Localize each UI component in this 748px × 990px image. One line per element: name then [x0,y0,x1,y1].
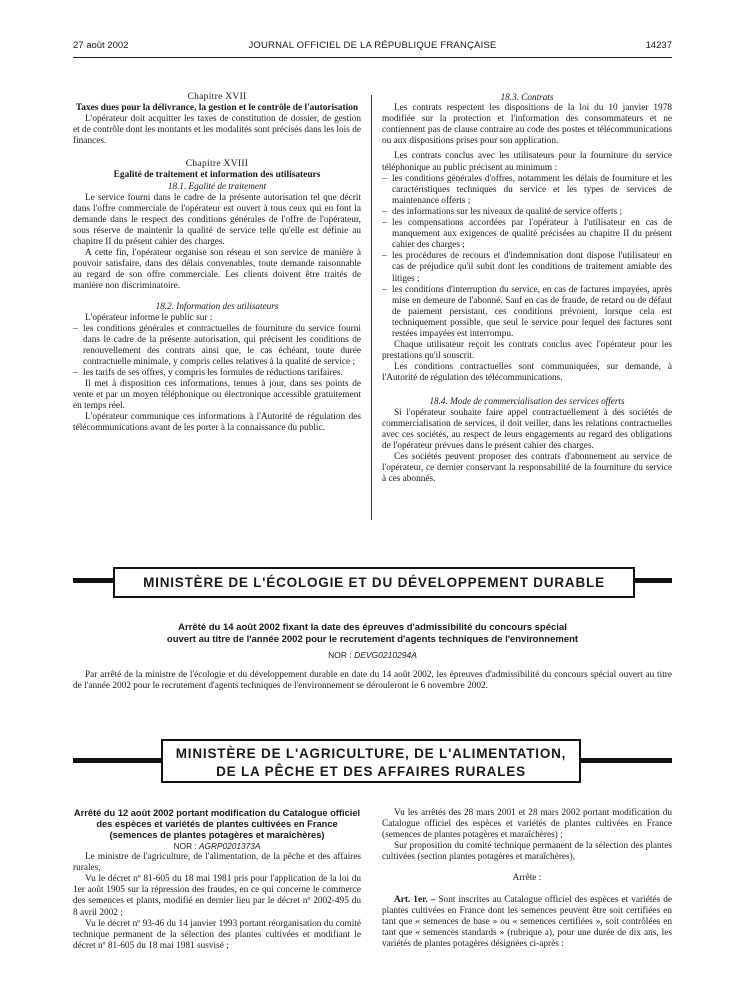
section-18-3-paragraph: Chaque utilisateur reçoit les contrats conclus avec l'opérateur pour les prestations qu'il souscrit. [382,340,672,362]
right-column [382,92,672,485]
left-column [73,92,361,435]
section-18-3-paragraph: Les contrats conclus avec les utilisateurs pour la fourniture du service téléphonique au public précisent au minimum : [382,151,672,173]
journal-title: JOURNAL OFFICIEL DE LA RÉPUBLIQUE FRANÇAISE [248,40,497,51]
list-item: – des informations sur les niveaux de qualité de service offerts ; [382,207,672,218]
chapter-17-title: Taxes dues pour la délivrance, la gestion et le contrôle de l'autorisation [75,103,359,114]
arrete-agriculture-left [73,808,361,952]
chapter-17-heading: Chapitre XVII [187,92,247,102]
section-18-1-heading: 18.1. Egalité de traitement [167,181,267,192]
chapter-17-paragraph: L'opérateur doit acquitter les taxes de constitution de dossier, de gestion et de contrôle dont les montants et les modalités sont précisés dans les lois de finances. [73,114,361,147]
visa-paragraph: Vu les arrêtés des 28 mars 2001 et 28 mars 2002 portant modification du Catalogue officiel des espèces et variétés de plantes cultivées en France (semences de plantes potagères et maraîchères) ; [382,808,672,841]
visa-paragraph: Le ministre de l'agriculture, de l'alimentation, de la pêche et des affaires rurales, [73,852,361,874]
chapter-18-heading: Chapitre XVIII [185,159,249,170]
arrete-agriculture-title: Arrêté du 12 août 2002 portant modification du Catalogue officiel des espèces et variétés de plantes cultivées en France (semences de plantes potagères et maraîchères) [73,808,361,840]
section-18-2-paragraph: L'opérateur informe le public sur : [85,312,213,323]
ministry-agriculture-heading: MINISTÈRE DE L'AGRICULTURE, DE L'ALIMENTATION, DE LA PÊCHE ET DES AFFAIRES RURALES [161,739,581,783]
article-1: Art. 1er. – Sont inscrites au Catalogue officiel des espèces et variétés de plantes cultivées en France dont les semences peuvent être soit certifiées en tant que « semences de base » ou « semences certifiées », soit contrôlées en tant que « semences standards » (rubrique a), pour une durée de dix ans, les variétés de plantes potagères désignées ci-après : [382,894,672,949]
list-item: – les compensations accordées par l'opérateur à l'utilisateur en cas de manquement aux exigences de qualité précisées au chapitre II du présent cahier des charges ; [382,218,672,251]
header-rule [73,57,672,58]
visa-paragraph: Vu le décret nº 81-605 du 18 mai 1981 pris pour l'application de la loi du 1er août 1905 sur la répression des fraudes, en ce qui concerne le commerce des semences et plants, modifié en dernier lieu par le décret nº 2002-495 du 8 avril 2002 ; [73,874,361,918]
page-number: 14237 [645,40,672,51]
column-divider [371,95,372,520]
section-18-1-paragraph: Le service fourni dans le cadre de la présente autorisation tel que décrit dans l'offre commerciale de l'opérateur est ouvert à tous ceux qui en font la demande dans le respect des conditions générales de l'offre de l'opérateur, sous réserve de maintenir la qualité de service telle qu'elle est définie au chapitre II du présent cahier des charges. [73,192,361,247]
section-18-2-paragraph: L'opérateur communique ces informations à l'Autorité de régulation des télécommunications avant de les porter à la connaissance du public. [73,412,361,434]
section-18-4-paragraph: Ces sociétés peuvent proposer des contrats d'abonnement au service de l'opérateur, ce dernier conservant la responsabilité de la fourniture du service à ces abonnés. [382,451,672,485]
nor-reference: NOR : DEVG0210294A [328,650,417,660]
contract-terms-list [382,174,672,340]
section-18-4-heading: 18.4. Mode de commercialisation des services offerts [429,396,625,407]
nor-reference: NOR : AGRP0201373A [173,841,261,851]
arrete-ecology-text: Par arrêté de la ministre de l'écologie et du développement durable en date du 14 août 2002, les épreuves d'admissibilité du concours spécial ouvert au titre de l'année 2002 pour le recrutement d'agents techniques de l'environnement se dérouleront le 6 novembre 2002. [73,670,672,692]
section-18-3-paragraph: Les conditions contractuelles sont communiquées, sur demande, à l'Autorité de régulation des télécommunications. [382,362,672,384]
section-18-3-paragraph: Les contrats respectent les dispositions de la loi du 10 janvier 1978 modifiée sur la protection et l'information des consommateurs et ne contiennent pas de clause contraire au code des postes et télécommunications ou aux dispositions prises pour son application. [382,103,672,147]
section-18-4-paragraph: Si l'opérateur souhaite faire appel contractuellement à des sociétés de commercialisation de services, il doit veiller, dans les relations contractuelles avec ces sociétés, au respect de leurs engagements au regard des obligations de l'opérateur prévues dans le présent cahier des charges. [382,407,672,451]
visa-paragraph: Vu le décret nº 93-46 du 14 janvier 1993 portant réorganisation du comité technique permanent de la sélection des plantes cultivées et modifiant le décret nº 81-605 du 18 mai 1981 susvisé ; [73,918,361,951]
visa-paragraph: Sur proposition du comité technique permanent de la sélection des plantes cultivées (section plantes potagères et maraîchères), [382,841,672,863]
ministry-ecology-heading: MINISTÈRE DE L'ÉCOLOGIE ET DU DÉVELOPPEMENT DURABLE [113,567,635,598]
list-item: – les tarifs de ses offres, y compris les formules de réductions tarifaires. [73,368,361,379]
information-list [73,324,361,379]
section-18-2-heading: 18.2. Information des utilisateurs [155,301,279,312]
arrete-ecology-title: Arrêté du 14 août 2002 fixant la date des épreuves d'admissibilité du concours spécial ouvert au titre de l'année 2002 pour le recrutement d'agents techniques de l'environnement [166,622,579,645]
section-18-2-paragraph: Il met à disposition ces informations, tenues à jour, dans ses points de vente et par un moyen téléphonique ou électronique accessible gratuitement en temps réel. [73,379,361,412]
page-header [73,40,672,54]
list-item: – les conditions générales d'offres, notamment les délais de fourniture et les caractéristiques techniques du service et les types de services de maintenance offerts ; [382,174,672,207]
section-18-1-paragraph: A cette fin, l'opérateur organise son réseau et son service de manière à pouvoir satisfaire, dans des délais convenables, toute demande raisonnable au regard de son offre commerciale. Les clients doivent être traités de manière non discriminatoire. [73,248,361,292]
section-18-3-heading: 18.3. Contrats [500,92,554,102]
chapter-18-title: Egalité de traitement et information des utilisateurs [113,170,321,181]
arrete-label: Arrête : [512,873,542,884]
list-item: – les conditions générales et contractuelles de fourniture du service fourni dans le cadre de la présente autorisation, qui précisent les conditions de renouvellement des contrats ainsi que, le cas échéant, toute durée contractuelle minimale, y compris celles relatives à la qualité de service ; [73,324,361,368]
list-item: – les conditions d'interruption du service, en cas de factures impayées, après mise en demeure de l'abonné. Sauf en cas de fraude, de retard ou de défaut de paiement persistant, ces conditions prévoient, lorsque cela est techniquement possible, que seul le service pour lequel des factures sont restées impayées est interrompu. [382,285,672,340]
arrete-agriculture-right [382,808,672,950]
list-item: – les procédures de recours et d'indemnisation dont dispose l'utilisateur en cas de préjudice qu'il subit dont les conditions de traitement amiable des litiges ; [382,251,672,284]
header-date: 27 août 2002 [73,40,129,51]
